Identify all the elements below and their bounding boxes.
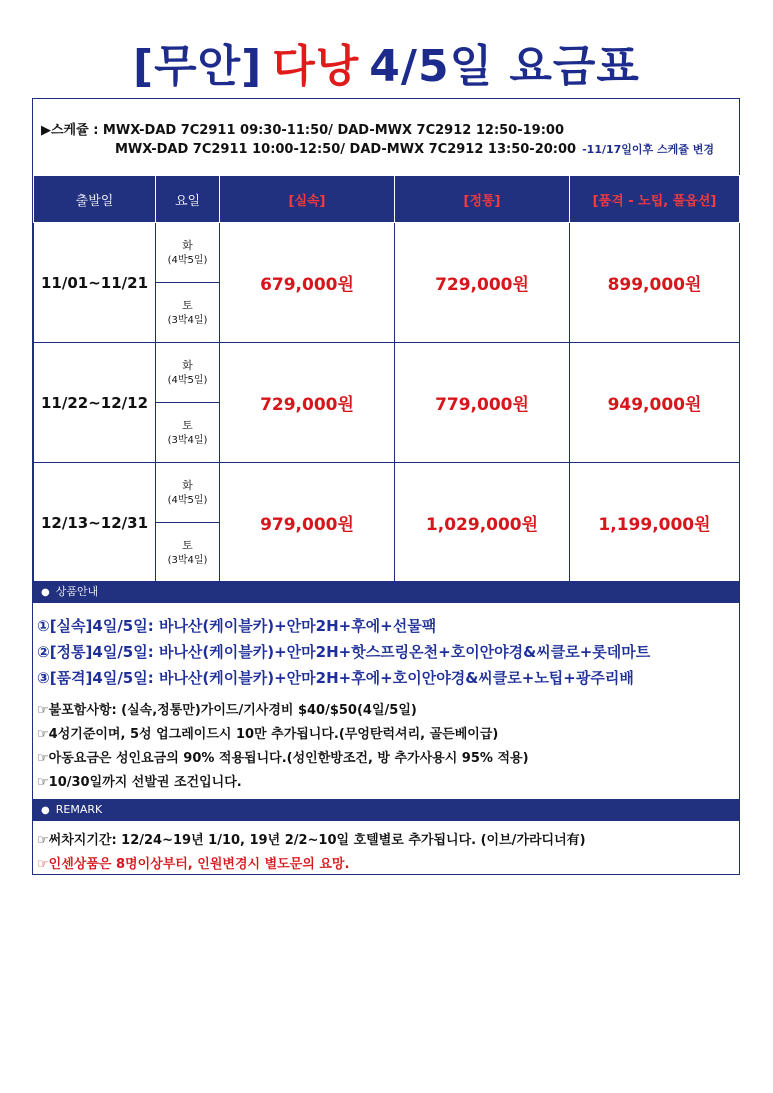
trip-length: (3박4일): [167, 434, 208, 446]
remark-incentive: ☞인센상품은 8명이상부터, 인원변경시 별도문의 요망.: [37, 857, 350, 872]
bullet-icon: ●: [41, 805, 50, 816]
price-table: [33, 175, 740, 583]
weekday: 화: [182, 478, 193, 492]
price-basic: 679,000원: [220, 223, 395, 343]
header-departure: 출발일: [34, 176, 156, 223]
title-duration: 4/5일 요금표: [369, 41, 640, 92]
product-item: ①[실속]4일/5일: 바나산(케이블카)+안마2H+후에+선물팩: [37, 617, 437, 635]
price-standard: 729,000원: [395, 223, 570, 343]
price-premium: 1,199,000원: [570, 463, 740, 583]
weekday: 토: [182, 418, 193, 432]
product-item: ②[정통]4일/5일: 바나산(케이블카)+안마2H+핫스프링온천+호이안야경&씨클로+롯데마트: [37, 643, 651, 661]
header-standard: [정통]: [395, 176, 570, 223]
header-weekday: 요일: [156, 176, 220, 223]
trip-length: (4박5일): [167, 494, 208, 506]
price-table-header: [34, 176, 740, 223]
remark-section-header: [33, 799, 739, 821]
product-section-header: [33, 581, 739, 603]
price-standard: 779,000원: [395, 343, 570, 463]
rate-sheet: [32, 98, 740, 875]
header-basic: [실속]: [220, 176, 395, 223]
schedule-line-2-text: MWX-DAD 7C2911 10:00-12:50/ DAD-MWX 7C2912 13:50-20:00: [115, 142, 577, 157]
weekday-cell: [156, 283, 220, 343]
product-section-title: 상품안내: [55, 585, 99, 598]
weekday: 화: [182, 358, 193, 372]
header-premium: [품격 - 노팁, 풀옵션]: [570, 176, 740, 223]
trip-length: (4박5일): [167, 374, 208, 386]
weekday-cell: [156, 463, 220, 523]
trip-length: (3박4일): [167, 314, 208, 326]
product-item: ③[품격]4일/5일: 바나산(케이블카)+안마2H+후에+호이안야경&씨클로+노팁+광주리배: [37, 669, 634, 687]
price-basic: 729,000원: [220, 343, 395, 463]
product-note: ☞불포함사항: (실속,정통만)가이드/기사경비 $40/$50(4일/5일): [37, 703, 417, 718]
period-cell: 11/01~11/21: [34, 223, 156, 343]
remark-section-title: REMARK: [55, 803, 103, 816]
weekday-cell: [156, 403, 220, 463]
weekday: 화: [182, 238, 193, 252]
schedule-line-1: ▶스케쥴 : MWX-DAD 7C2911 09:30-11:50/ DAD-MWX 7C2912 12:50-19:00: [41, 123, 565, 138]
price-premium: 949,000원: [570, 343, 740, 463]
period-cell: 12/13~12/31: [34, 463, 156, 583]
title-region: [무안]: [133, 41, 263, 92]
weekday: 토: [182, 298, 193, 312]
schedule-block: [33, 99, 738, 176]
schedule-line-2: [115, 141, 714, 157]
weekday: 토: [182, 538, 193, 552]
weekday-cell: [156, 523, 220, 583]
table-row: [34, 463, 740, 523]
product-note: ☞10/30일까지 선발권 조건입니다.: [37, 775, 242, 790]
price-standard: 1,029,000원: [395, 463, 570, 583]
weekday-cell: [156, 223, 220, 283]
remark-surcharge: ☞써차지기간: 12/24~19년 1/10, 19년 2/2~10일 호텔별로 추가됩니다. (이브/가라디너有): [37, 833, 586, 848]
trip-length: (3박4일): [167, 554, 208, 566]
title-destination: 다낭: [272, 41, 360, 92]
bullet-icon: ●: [41, 587, 50, 598]
price-basic: 979,000원: [220, 463, 395, 583]
product-note: ☞4성기준이며, 5성 업그레이드시 10만 추가됩니다.(무엉탄럭셔리, 골든베이급): [37, 727, 499, 742]
price-premium: 899,000원: [570, 223, 740, 343]
trip-length: (4박5일): [167, 254, 208, 266]
period-cell: 11/22~12/12: [34, 343, 156, 463]
table-row: [34, 223, 740, 283]
table-row: [34, 343, 740, 403]
schedule-change-note: -11/17일이후 스케쥴 변경: [582, 143, 714, 156]
product-note: ☞아동요금은 성인요금의 90% 적용됩니다.(성인한방조건, 방 추가사용시 95% 적용): [37, 751, 529, 766]
page-title: [0, 30, 773, 94]
weekday-cell: [156, 343, 220, 403]
